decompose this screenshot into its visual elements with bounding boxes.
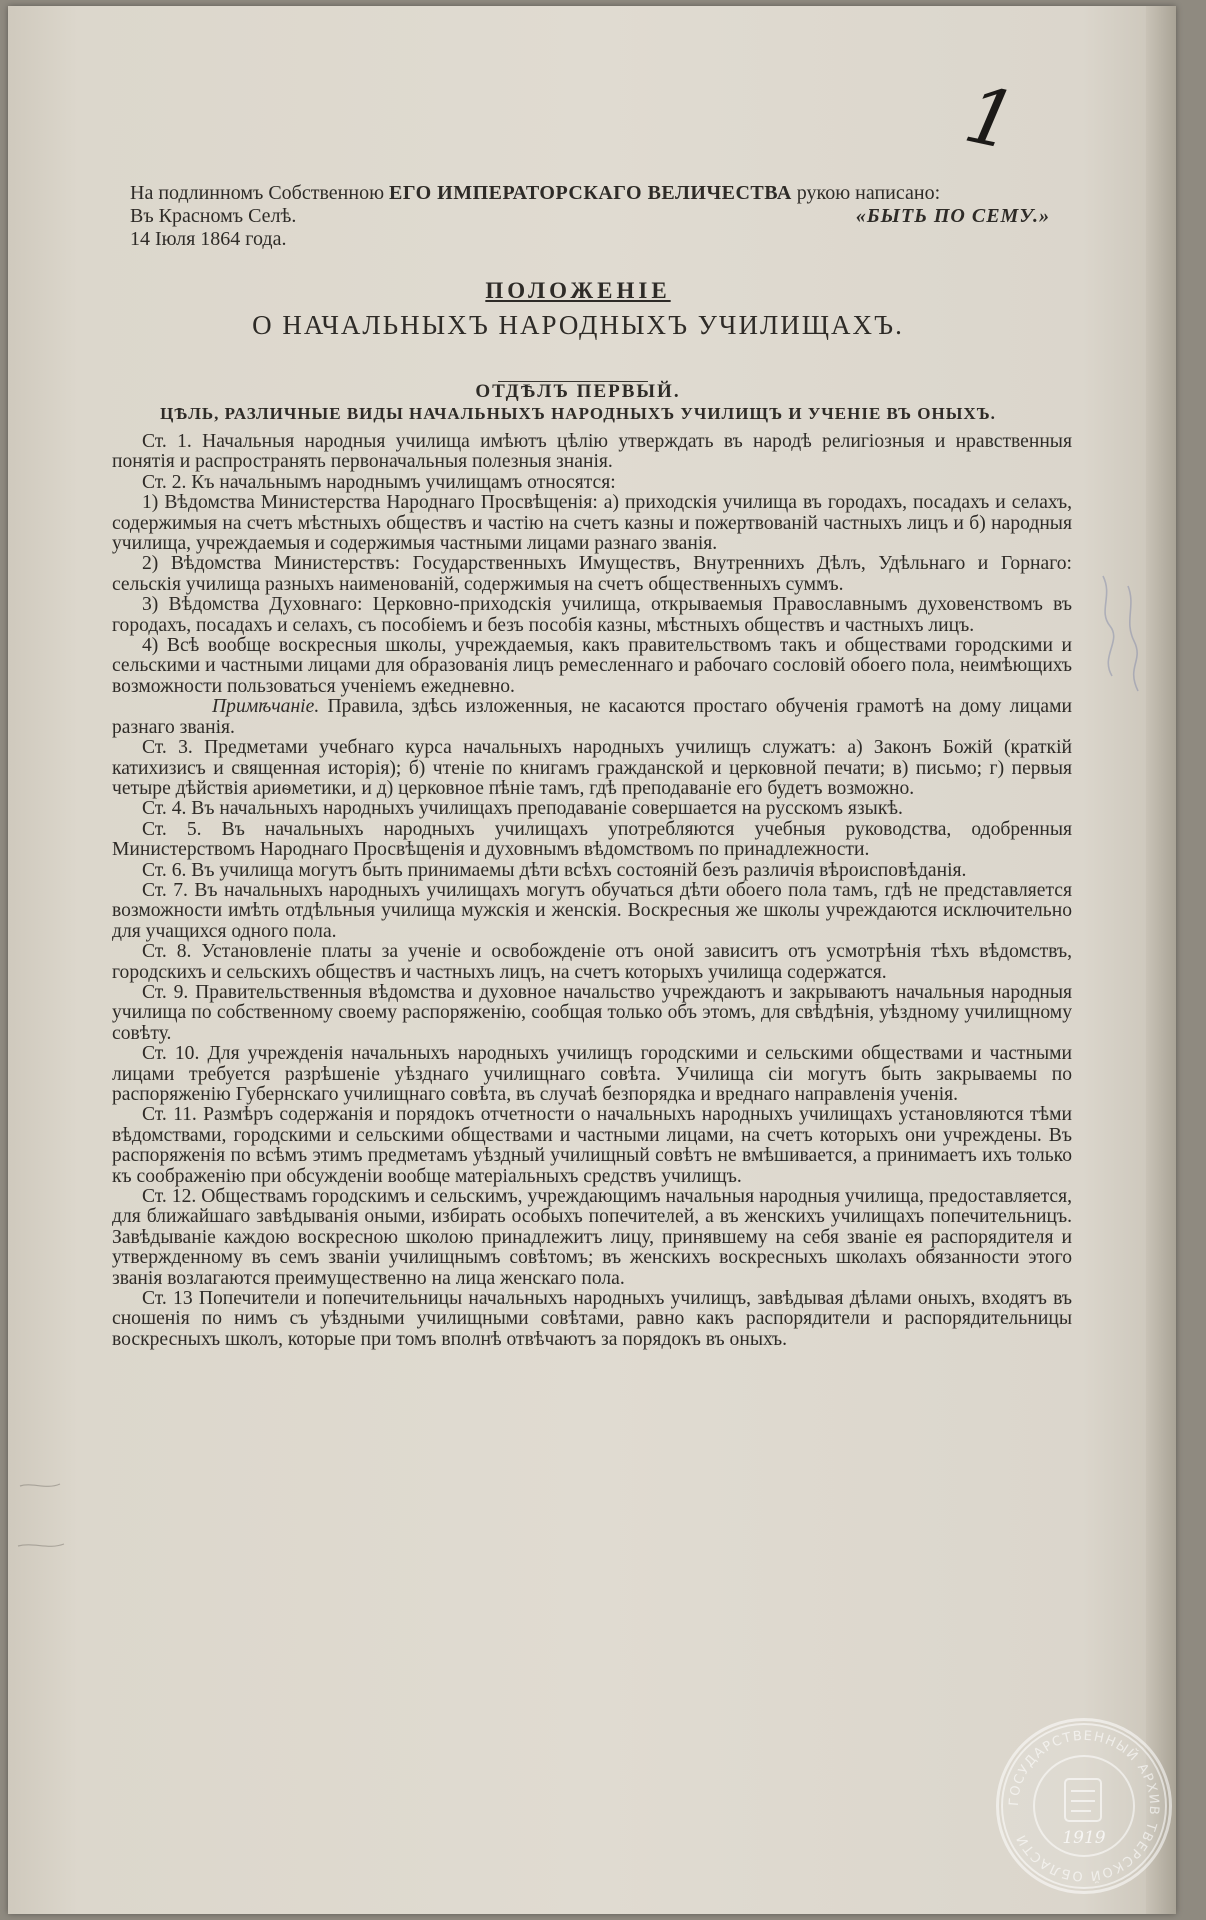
document-subtitle: О НАЧАЛЬНЫХЪ НАРОДНЫХЪ УЧИЛИЩАХЪ.: [252, 310, 904, 340]
article-paragraph: Ст. 5. Въ начальныхъ народныхъ училищахъ употребляются учебныя руководства, одобренныя Министерствомъ Народнаго Просвѣщенія и духовнымъ вѣдомствомъ по принадлежности.: [112, 818, 1072, 861]
article-paragraph: Ст. 3. Предметами учебнаго курса начальныхъ народныхъ училищъ служатъ: а) Законъ Божій (краткій катихизисъ и священная исторія); б) чтеніе по книгамъ гражданской и церковной печати; в) письмо; г) первыя четыре дѣйствія ариѳметики, и д) церковное пѣніе тамъ, гдѣ преподаваніе его будетъ возможно.: [112, 737, 1072, 799]
article-paragraph: Ст. 12. Обществамъ городскимъ и сельскимъ, учреждающимъ начальныя народныя училища, предоставляется, для ближайшаго завѣдыванія оными, избирать особыхъ попечителей, а въ женскихъ училищахъ попечительницъ. Завѣдываніе каждою воскресною школою принадлежитъ лицу, принявшему на себя званіе ея распорядителя и утвержденному въ семъ званіи училищнымъ совѣтомъ; въ женскихъ воскресныхъ школахъ обязанности этого званія возлагаются преимущественно на лица женскаго пола.: [112, 1186, 1072, 1289]
page-edge: [1146, 6, 1176, 1914]
article-paragraph: Ст. 13 Попечители и попечительницы начальныхъ народныхъ училищъ, завѣдывая дѣлами оныхъ, входятъ въ сношенія по нимъ съ уѣздными училищными совѣтами, равно какъ распорядители и распорядительницы воскресныхъ школъ, которые при томъ вполнѣ отвѣчаютъ за порядокъ въ оныхъ.: [112, 1288, 1072, 1350]
page-number: 1: [957, 69, 1025, 169]
article-paragraph: Ст. 7. Въ начальныхъ народныхъ училищахъ могутъ обучаться дѣти обоего пола тамъ, гдѣ не представляется возможности имѣть отдѣльныя училища мужскія и женскія. Воскресныя же школы учреждаются исключительно для учащихся одного пола.: [112, 879, 1072, 942]
header-line-1: [130, 182, 1050, 205]
header-line-3: [130, 228, 1050, 251]
header-place: Въ Красномъ Селѣ.: [130, 205, 297, 227]
article-paragraph: Ст. 6. Въ училища могутъ быть принимаемы дѣти всѣхъ состояній безъ различія вѣроисповѣданія.: [142, 859, 967, 881]
archive-stamp-graphic: [999, 1721, 1169, 1891]
archive-stamp: [996, 1718, 1172, 1894]
document-title: ПОЛОЖЕНІЕ: [485, 278, 671, 303]
note-label: Примѣчаніе.: [212, 696, 320, 718]
part-title: ОТДѢЛЪ ПЕРВЫЙ.: [475, 381, 681, 402]
margin-pencil-marks: [12, 1476, 82, 1566]
article-paragraph: 3) Вѣдомства Духовнаго: Церковно-приходскія училища, открываемыя Православнымъ духовенствомъ въ городахъ, посадахъ и селахъ, съ пособіемъ и безъ пособія казны, мѣстныхъ обществъ и частныхъ лицъ.: [112, 594, 1072, 636]
note-text: Правила, здѣсь изложенныя, не касаются простаго обученія грамотѣ на дому лицами разнаго званія.: [112, 696, 1072, 738]
part-subtitle: ЦѢЛЬ, РАЗЛИЧНЫЕ ВИДЫ НАЧАЛЬНЫХЪ НАРОДНЫХЪ УЧИЛИЩЪ И УЧЕНІЕ ВЪ ОНЫХЪ.: [160, 404, 996, 423]
header-resolution: «БЫТЬ ПО СЕМУ.»: [855, 205, 1050, 227]
article-paragraph: Ст. 11. Размѣръ содержанія и порядокъ отчетности о начальныхъ народныхъ училищахъ установляются тѣми вѣдомствами, городскими и сельскими обществами и частными лицами, на счетъ которыхъ они учреждены. Въ распоряженія по всѣмъ этимъ предметамъ уѣздный училищный совѣтъ не вмѣшивается, а принимаетъ ихъ только къ соображенію при обсужденіи вообще матеріальныхъ средствъ училищъ.: [112, 1104, 1072, 1187]
article-paragraph: 4) Всѣ вообще воскресныя школы, учреждаемыя, какъ правительствомъ такъ и обществами городскими и сельскими и частными лицами для образованія лицъ ремесленнаго и рабочаго сословій обоего пола, неимѣющихъ возможности пользоваться ученіемъ ежедневно.: [112, 635, 1072, 697]
article-paragraph: 1) Вѣдомства Министерства Народнаго Просвѣщенія: а) приходскія училища въ городахъ, посадахъ и селахъ, содержимыя на счетъ мѣстныхъ обществъ и частію на счетъ казны и пожертвованій частныхъ лицъ и б) народныя училища, учреждаемыя и содержимыя частными лицами разнаго званія.: [112, 492, 1072, 555]
article-paragraph: Ст. 4. Въ начальныхъ народныхъ училищахъ преподаваніе совершается на русскомъ языкѣ.: [142, 798, 903, 820]
stamp-year: 1919: [1062, 1828, 1106, 1848]
article-paragraph: 2) Вѣдомства Министерствъ: Государственныхъ Имуществъ, Внутреннихъ Дѣлъ, Удѣльнаго и Горнаго: сельскія училища разныхъ наименованій, содержимыя на счетъ общественныхъ суммъ.: [112, 553, 1072, 595]
header-sanction-suffix: рукою написано:: [796, 182, 941, 204]
article-paragraph: Ст. 8. Установленіе платы за ученіе и освобожденіе отъ оной зависитъ отъ усмотрѣнія тѣхъ вѣдомствъ, городскихъ и сельскихъ обществъ и частныхъ лицъ, на счетъ которыхъ училища содержатся.: [112, 941, 1072, 983]
handwritten-margin-note: [1088, 566, 1158, 706]
header-line-2: [130, 205, 1050, 228]
stamp-ring-text: ГОСУДАРСТВЕННЫЙ АРХИВ ТВЕРСКОЙ ОБЛАСТИ: [1006, 1728, 1162, 1884]
document-page: [8, 6, 1176, 1914]
note-paragraph: [112, 697, 1072, 738]
imperial-sanction-header: [130, 182, 1050, 251]
header-sanction-prefix: На подлинномъ Собственною: [130, 182, 385, 204]
article-paragraph: Ст. 9. Правительственныя вѣдомства и духовное начальство учреждаютъ и закрываютъ начальныя народныя училища по собственному своему распоряженію, сообщая только объ этомъ, для свѣдѣнія, уѣздному училищному совѣту.: [112, 981, 1072, 1044]
article-paragraph: Ст. 1. Начальныя народныя училища имѣютъ цѣлію утверждать въ народѣ религіозныя и нравственныя понятія и распространять первоначальныя полезныя знанія.: [112, 431, 1072, 473]
article-paragraph: Ст. 10. Для учрежденія начальныхъ народныхъ училищъ городскими и сельскими обществами и частными лицами требуется разрѣшеніе уѣзднаго училищнаго совѣта. Училища сіи могутъ быть закрываемы по распоряженію Губернскаго училищнаго совѣта, въ случаѣ безпорядка и вреднаго направленія ученія.: [112, 1043, 1072, 1105]
header-emperor-title: ЕГО ИМПЕРАТОРСКАГО ВЕЛИЧЕСТВА: [389, 182, 792, 204]
article-paragraph: Ст. 2. Къ начальнымъ народнымъ училищамъ относятся:: [142, 471, 616, 493]
header-date: 14 Іюля 1864 года.: [130, 228, 287, 250]
document-body: [112, 432, 1072, 1350]
